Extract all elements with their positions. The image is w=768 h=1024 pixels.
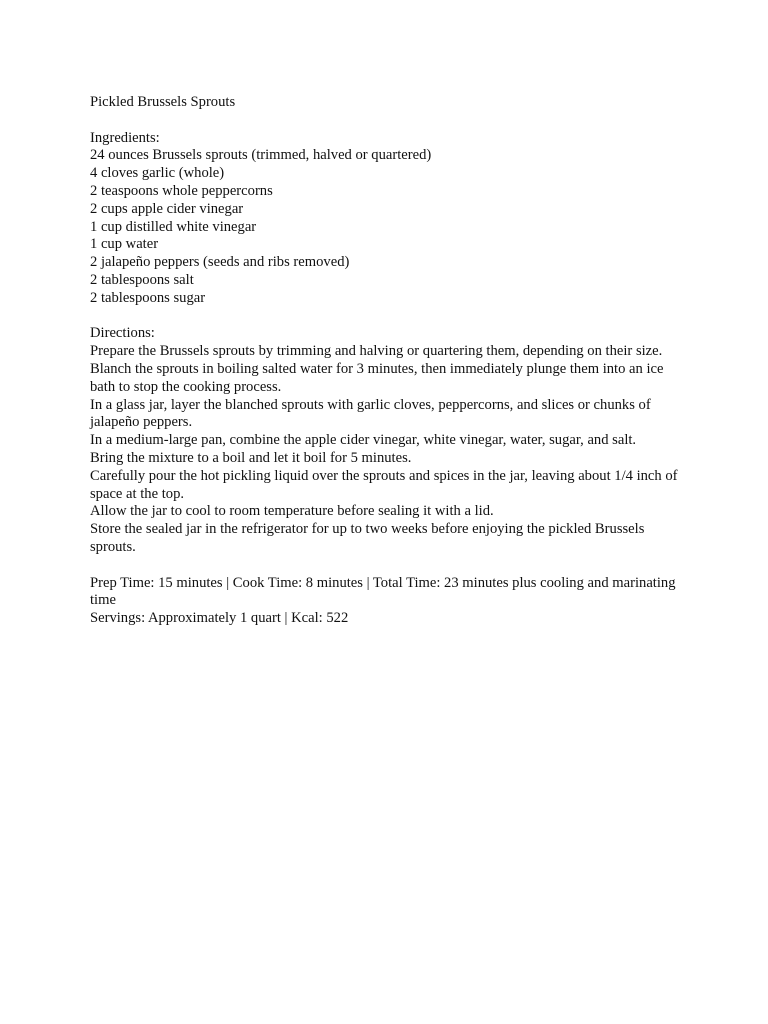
direction-step: Blanch the sprouts in boiling salted water for 3 minutes, then immediately plunge them into an ice bath to stop the cooking process.: [90, 360, 664, 395]
recipe-servings: Servings: Approximately 1 quart | Kcal: 522: [90, 610, 349, 627]
direction-step: Carefully pour the hot pickling liquid over the sprouts and spices in the jar, leaving about 1/4 inch of space at the top.: [90, 467, 678, 502]
recipe-times: Prep Time: 15 minutes | Cook Time: 8 minutes | Total Time: 23 minutes plus cooling and marinating time: [90, 574, 676, 609]
ingredient-item: 2 jalapeño peppers (seeds and ribs removed): [90, 254, 350, 271]
directions-list: [90, 343, 680, 557]
spacer: [90, 112, 680, 130]
ingredient-item: 2 teaspoons whole peppercorns: [90, 182, 273, 199]
ingredient-item: 24 ounces Brussels sprouts (trimmed, halved or quartered): [90, 147, 432, 164]
spacer: [90, 308, 680, 326]
direction-step: In a glass jar, layer the blanched sprouts with garlic cloves, peppercorns, and slices or chunks of jalapeño peppers.: [90, 396, 651, 431]
ingredient-item: 4 cloves garlic (whole): [90, 165, 225, 182]
ingredient-item: 2 tablespoons salt: [90, 271, 194, 288]
ingredient-item: 1 cup distilled white vinegar: [90, 218, 257, 235]
spacer: [90, 557, 680, 575]
direction-step: In a medium-large pan, combine the apple cider vinegar, white vinegar, water, sugar, and salt.: [90, 432, 637, 449]
ingredients-heading: Ingredients:: [90, 129, 160, 146]
document-page: [90, 94, 680, 628]
recipe-title: Pickled Brussels Sprouts: [90, 94, 236, 110]
direction-step: Prepare the Brussels sprouts by trimming and halving or quartering them, depending on their size.: [90, 343, 663, 360]
ingredients-list: [90, 147, 680, 307]
direction-step: Bring the mixture to a boil and let it boil for 5 minutes.: [90, 449, 412, 466]
ingredient-item: 2 cups apple cider vinegar: [90, 200, 244, 217]
ingredient-item: 1 cup water: [90, 236, 159, 253]
directions-heading: Directions:: [90, 325, 155, 342]
direction-step: Store the sealed jar in the refrigerator for up to two weeks before enjoying the pickled Brussels sprouts.: [90, 521, 645, 555]
direction-step: Allow the jar to cool to room temperature before sealing it with a lid.: [90, 503, 494, 520]
ingredient-item: 2 tablespoons sugar: [90, 289, 206, 306]
